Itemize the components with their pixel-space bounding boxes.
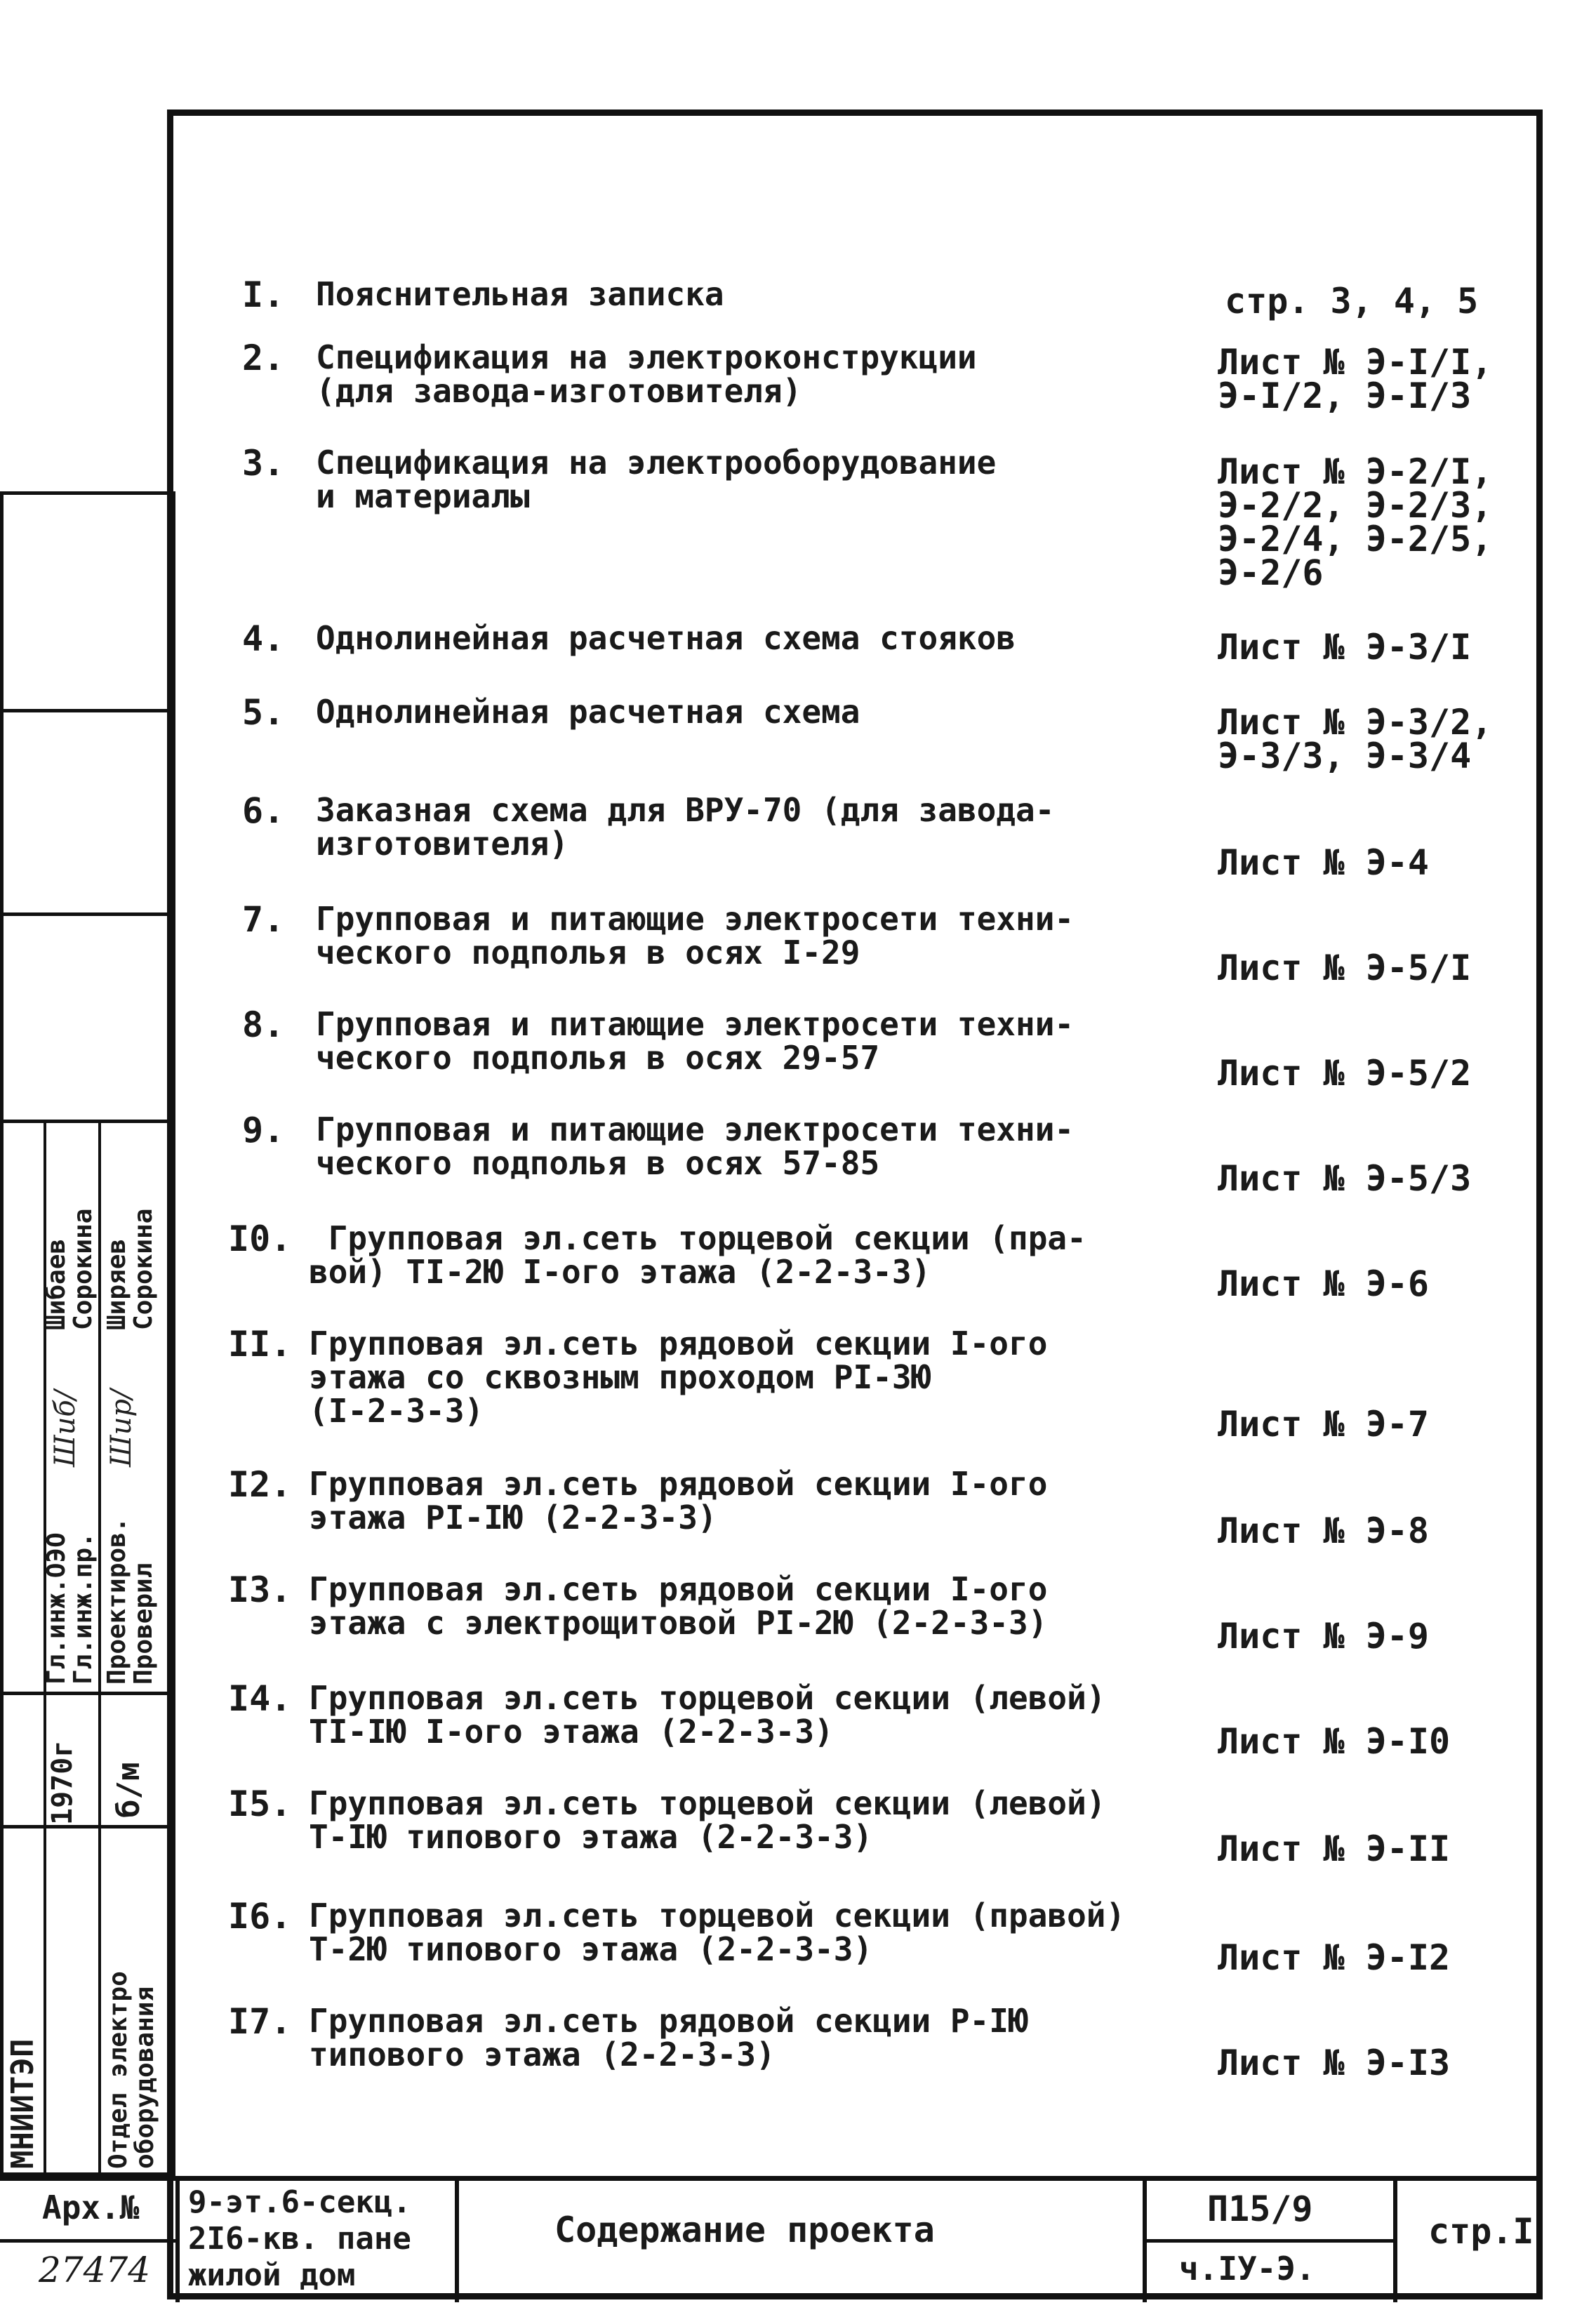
- stamp-year: 1970г: [46, 1740, 79, 1825]
- item-sheet-ref: Лист № Э-I0: [1218, 1721, 1451, 1762]
- item-number: 4.: [242, 618, 285, 659]
- item-title: Групповая эл.сеть торцевой секции (левой) ТI-IЮ I-ого этажа (2-2-3-3): [309, 1679, 1106, 1751]
- item-title: Однолинейная расчетная схема: [316, 693, 860, 731]
- part-code: ч.IУ-Э.: [1179, 2250, 1315, 2288]
- item-sheet-ref: стр. 3, 4, 5: [1225, 281, 1479, 321]
- item-title: Спецификация на электрооборудование и материалы: [316, 444, 997, 515]
- item-title: Групповая эл.сеть рядовой секции I-ого этажа PI-IЮ (2-2-3-3): [309, 1465, 1048, 1536]
- item-title: Пояснительная записка: [316, 275, 724, 313]
- archive-label: Арх.№: [42, 2189, 140, 2226]
- item-title: Групповая эл.сеть торцевой секции (левой) Т-IЮ типового этажа (2-2-3-3): [309, 1784, 1106, 1856]
- item-number: I5.: [228, 1784, 292, 1824]
- signature-2: Шир/: [105, 1389, 138, 1467]
- page-number: стр.I: [1428, 2211, 1534, 2252]
- item-sheet-ref: Лист № Э-I/I, Э-I/2, Э-I/3: [1218, 342, 1493, 416]
- item-title: Групповая и питающие электросети техни- ческого подполья в осях I-29: [316, 900, 1075, 971]
- item-title: Групповая эл.сеть торцевой секции (правой) Т-2Ю типового этажа (2-2-3-3): [309, 1897, 1126, 1968]
- stamp-names: Шибаев Сорокина: [42, 1208, 98, 1330]
- item-title: Однолинейная расчетная схема стояков: [316, 619, 1016, 657]
- item-sheet-ref: Лист № Э-3/2, Э-3/3, Э-3/4: [1218, 702, 1493, 776]
- stamp-dept: Отдел электро оборудования: [104, 1971, 159, 2169]
- item-sheet-ref: Лист № Э-5/I: [1218, 948, 1472, 988]
- item-sheet-ref: Лист № Э-6: [1218, 1263, 1430, 1304]
- item-number: I7.: [228, 2001, 292, 2042]
- item-number: 9.: [242, 1110, 285, 1150]
- object-description: 9-эт.6-секц. 2I6-кв. пане жилой дом: [188, 2184, 411, 2293]
- item-sheet-ref: Лист № Э-II: [1218, 1828, 1451, 1869]
- item-sheet-ref: Лист № Э-7: [1218, 1404, 1430, 1445]
- item-sheet-ref: Лист № Э-4: [1218, 842, 1430, 883]
- item-title: Спецификация на электроконструкции (для завода-изготовителя): [316, 338, 977, 410]
- item-sheet-ref: Лист № Э-I2: [1218, 1937, 1451, 1978]
- item-title: Групповая и питающие электросети техни- ческого подполья в осях 29-57: [316, 1005, 1075, 1077]
- item-number: I0.: [228, 1219, 292, 1259]
- item-sheet-ref: Лист № Э-5/3: [1218, 1158, 1472, 1199]
- item-number: 5.: [242, 692, 285, 733]
- item-sheet-ref: Лист № Э-3/I: [1218, 627, 1472, 668]
- item-number: II.: [228, 1324, 292, 1365]
- item-sheet-ref: Лист № Э-I3: [1218, 2043, 1451, 2083]
- item-number: I.: [242, 274, 285, 315]
- item-number: 8.: [242, 1004, 285, 1045]
- item-title: Групповая эл.сеть рядовой секции Р-IЮ типового этажа (2-2-3-3): [309, 2002, 1028, 2073]
- stamp-org: МНИИТЭП: [5, 2038, 41, 2169]
- item-title: Групповая и питающие электросети техни- ческого подполья в осях 57-85: [316, 1110, 1075, 1182]
- archive-value: 27474: [39, 2250, 151, 2290]
- item-sheet-ref: Лист № Э-8: [1218, 1511, 1430, 1551]
- document-title: Содержание проекта: [554, 2210, 935, 2250]
- item-number: I3.: [228, 1569, 292, 1610]
- signature-1: Шиб/: [49, 1390, 81, 1467]
- item-number: 3.: [242, 443, 285, 484]
- item-title: Групповая эл.сеть рядовой секции I-ого этажа со сквозным проходом PI-3Ю (I-2-3-3): [309, 1325, 1048, 1430]
- project-code: П15/9: [1207, 2189, 1313, 2229]
- item-number: I2.: [228, 1464, 292, 1505]
- item-sheet-ref: Лист № Э-5/2: [1218, 1053, 1472, 1094]
- item-sheet-ref: Лист № Э-2/I, Э-2/2, Э-2/3, Э-2/4, Э-2/5, Э-2/6: [1218, 451, 1493, 593]
- stamp-sheet-mark: б/м: [111, 1762, 147, 1818]
- item-title: Групповая эл.сеть рядовой секции I-ого этажа с электрощитовой PI-2Ю (2-2-3-3): [309, 1570, 1048, 1642]
- item-number: 2.: [242, 338, 285, 378]
- item-number: I6.: [228, 1896, 292, 1937]
- item-title: Групповая эл.сеть торцевой секции (пра- вой) ТI-2Ю I-ого этажа (2-2-3-3): [309, 1219, 1086, 1291]
- item-sheet-ref: Лист № Э-9: [1218, 1616, 1430, 1657]
- stamp-roles: Гл.инж.ОЭО Гл.инж.пр.: [42, 1532, 98, 1685]
- item-number: 7.: [242, 899, 285, 940]
- item-number: I4.: [228, 1678, 292, 1719]
- item-title: Заказная схема для ВРУ-70 (для завода- изготовителя): [316, 791, 1055, 863]
- item-number: 6.: [242, 790, 285, 831]
- stamp-roles2: Проектиров. Проверил: [102, 1517, 158, 1685]
- stamp-names2: Ширяев Сорокина: [102, 1208, 158, 1330]
